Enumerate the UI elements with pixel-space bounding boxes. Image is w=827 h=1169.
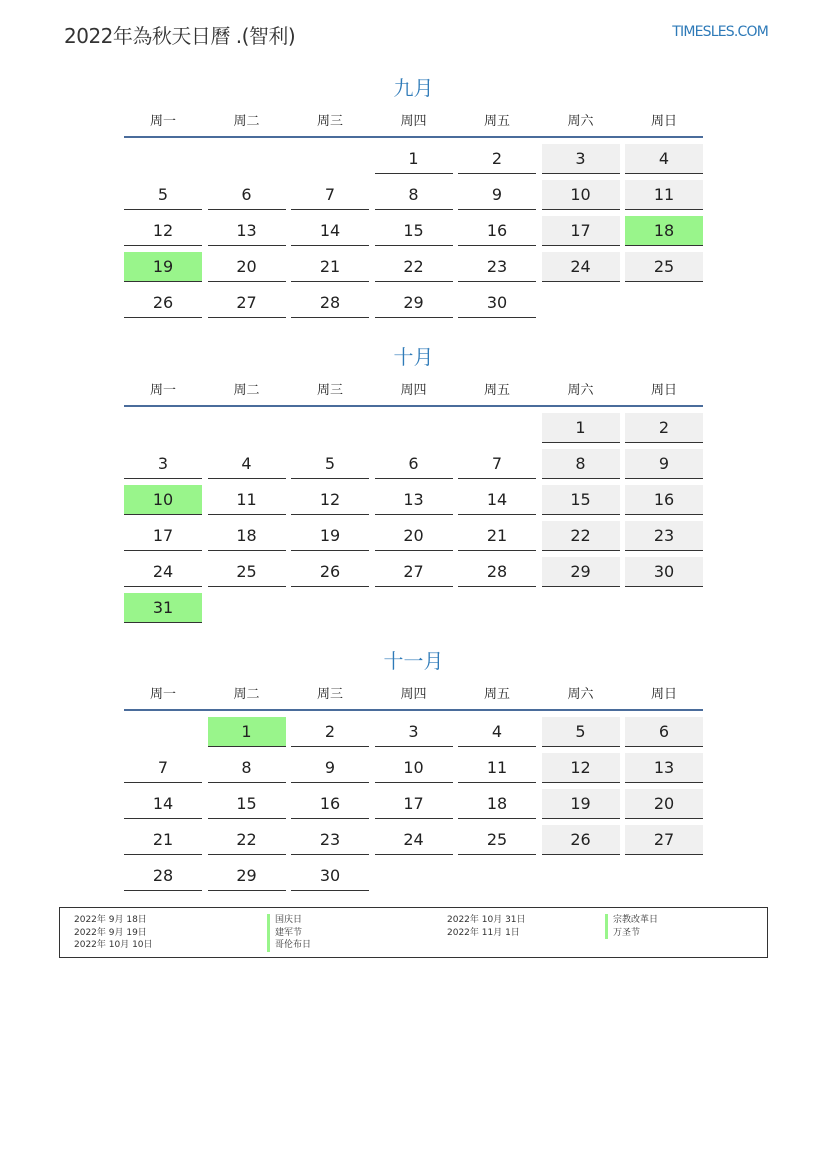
legend-names-right <box>605 914 658 939</box>
weekday-label: 周一 <box>149 114 176 129</box>
weekday-header-rule <box>124 405 703 407</box>
day-cell: 29 <box>542 557 620 587</box>
day-cell: 27 <box>375 557 453 587</box>
weekday-label: 周日 <box>650 114 677 129</box>
weekday-label: 周三 <box>316 114 343 129</box>
day-cell: 23 <box>291 825 369 855</box>
weekday-label: 周日 <box>650 687 677 702</box>
day-cell: 25 <box>458 825 536 855</box>
day-cell: 3 <box>375 717 453 747</box>
document-title: 2022年為秋天日曆 .(智利) <box>64 24 296 48</box>
legend-holiday-name: 万圣节 <box>605 927 658 940</box>
holiday-day-cell: 1 <box>208 717 286 747</box>
day-cell: 7 <box>291 180 369 210</box>
day-cell: 19 <box>291 521 369 551</box>
holiday-day-cell: 31 <box>124 593 202 623</box>
weekday-label: 周日 <box>650 383 677 398</box>
day-cell: 14 <box>291 216 369 246</box>
holiday-day-cell: 19 <box>124 252 202 282</box>
day-cell: 6 <box>625 717 703 747</box>
day-cell: 15 <box>542 485 620 515</box>
day-cell: 9 <box>458 180 536 210</box>
day-cell: 15 <box>375 216 453 246</box>
legend-date: 2022年 9月 19日 <box>74 927 147 938</box>
day-cell: 21 <box>458 521 536 551</box>
holiday-day-cell: 18 <box>625 216 703 246</box>
day-cell: 19 <box>542 789 620 819</box>
day-cell: 28 <box>124 861 202 891</box>
day-cell: 14 <box>124 789 202 819</box>
weekday-label: 周五 <box>483 383 510 398</box>
day-cell: 23 <box>625 521 703 551</box>
day-cell: 11 <box>208 485 286 515</box>
day-cell: 22 <box>208 825 286 855</box>
holiday-legend <box>59 907 768 958</box>
day-cell: 23 <box>458 252 536 282</box>
day-cell: 6 <box>375 449 453 479</box>
day-cell: 2 <box>625 413 703 443</box>
day-cell: 20 <box>625 789 703 819</box>
day-cell: 14 <box>458 485 536 515</box>
weekday-label: 周二 <box>233 687 260 702</box>
weekday-label: 周六 <box>567 114 594 129</box>
weekday-label: 周一 <box>149 687 176 702</box>
day-cell: 21 <box>124 825 202 855</box>
weekday-label: 周三 <box>316 383 343 398</box>
weekday-header-rule <box>124 136 703 138</box>
day-cell: 10 <box>375 753 453 783</box>
day-cell: 7 <box>124 753 202 783</box>
day-cell: 25 <box>625 252 703 282</box>
day-cell: 5 <box>291 449 369 479</box>
day-cell: 5 <box>124 180 202 210</box>
day-cell: 25 <box>208 557 286 587</box>
day-cell: 20 <box>208 252 286 282</box>
day-cell: 4 <box>208 449 286 479</box>
holiday-day-cell: 10 <box>124 485 202 515</box>
day-cell: 16 <box>625 485 703 515</box>
day-cell: 13 <box>208 216 286 246</box>
day-cell: 5 <box>542 717 620 747</box>
day-cell: 24 <box>542 252 620 282</box>
day-cell: 24 <box>375 825 453 855</box>
day-cell: 18 <box>208 521 286 551</box>
day-cell: 8 <box>375 180 453 210</box>
day-cell: 11 <box>458 753 536 783</box>
day-cell: 12 <box>542 753 620 783</box>
day-cell: 8 <box>542 449 620 479</box>
day-cell: 27 <box>625 825 703 855</box>
weekday-label: 周四 <box>400 687 427 702</box>
day-cell: 20 <box>375 521 453 551</box>
day-cell: 29 <box>208 861 286 891</box>
weekday-label: 周一 <box>149 383 176 398</box>
day-cell: 24 <box>124 557 202 587</box>
day-cell: 13 <box>375 485 453 515</box>
month-title: 十一月 <box>383 649 444 673</box>
day-cell: 30 <box>625 557 703 587</box>
site-link[interactable]: TIMESLES.COM <box>672 24 768 40</box>
day-cell: 11 <box>625 180 703 210</box>
month-title: 九月 <box>393 76 434 100</box>
legend-date: 2022年 10月 10日 <box>74 940 153 950</box>
legend-date: 2022年 10月 31日 <box>447 915 526 925</box>
legend-date: 2022年 9月 18日 <box>74 915 147 925</box>
day-cell: 2 <box>291 717 369 747</box>
day-cell: 16 <box>458 216 536 246</box>
day-cell: 26 <box>542 825 620 855</box>
legend-holiday-name: 建军节 <box>267 927 311 940</box>
day-cell: 8 <box>208 753 286 783</box>
day-cell: 3 <box>542 144 620 174</box>
day-cell: 21 <box>291 252 369 282</box>
day-cell: 30 <box>291 861 369 891</box>
day-cell: 28 <box>291 288 369 318</box>
legend-dates-left <box>74 914 153 952</box>
legend-dates-right <box>447 914 526 939</box>
day-cell: 3 <box>124 449 202 479</box>
day-cell: 13 <box>625 753 703 783</box>
day-cell: 29 <box>375 288 453 318</box>
weekday-label: 周五 <box>483 114 510 129</box>
day-cell: 16 <box>291 789 369 819</box>
legend-names-left <box>267 914 311 952</box>
day-cell: 15 <box>208 789 286 819</box>
day-cell: 22 <box>542 521 620 551</box>
day-cell: 12 <box>124 216 202 246</box>
weekday-header-row <box>124 379 703 399</box>
legend-holiday-name: 哥伦布日 <box>267 939 311 952</box>
day-cell: 4 <box>458 717 536 747</box>
legend-holiday-name: 国庆日 <box>267 914 311 927</box>
weekday-label: 周三 <box>316 687 343 702</box>
weekday-header-row <box>124 110 703 130</box>
day-cell: 1 <box>375 144 453 174</box>
day-cell: 26 <box>124 288 202 318</box>
day-cell: 4 <box>625 144 703 174</box>
day-cell: 27 <box>208 288 286 318</box>
day-cell: 12 <box>291 485 369 515</box>
weekday-label: 周六 <box>567 687 594 702</box>
month-title: 十月 <box>393 345 434 369</box>
legend-holiday-name: 宗教改革日 <box>605 914 658 927</box>
day-cell: 17 <box>124 521 202 551</box>
day-cell: 17 <box>375 789 453 819</box>
weekday-label: 周六 <box>567 383 594 398</box>
weekday-label: 周五 <box>483 687 510 702</box>
day-cell: 18 <box>458 789 536 819</box>
legend-date: 2022年 11月 1日 <box>447 927 520 938</box>
day-cell: 28 <box>458 557 536 587</box>
day-cell: 2 <box>458 144 536 174</box>
day-cell: 9 <box>291 753 369 783</box>
weekday-label: 周二 <box>233 114 260 129</box>
day-cell: 17 <box>542 216 620 246</box>
day-cell: 9 <box>625 449 703 479</box>
day-cell: 10 <box>542 180 620 210</box>
day-cell: 26 <box>291 557 369 587</box>
day-cell: 30 <box>458 288 536 318</box>
day-cell: 6 <box>208 180 286 210</box>
day-cell: 7 <box>458 449 536 479</box>
day-cell: 22 <box>375 252 453 282</box>
weekday-label: 周二 <box>233 383 260 398</box>
weekday-header-rule <box>124 709 703 711</box>
weekday-header-row <box>124 683 703 703</box>
weekday-label: 周四 <box>400 383 427 398</box>
weekday-label: 周四 <box>400 114 427 129</box>
day-cell: 1 <box>542 413 620 443</box>
